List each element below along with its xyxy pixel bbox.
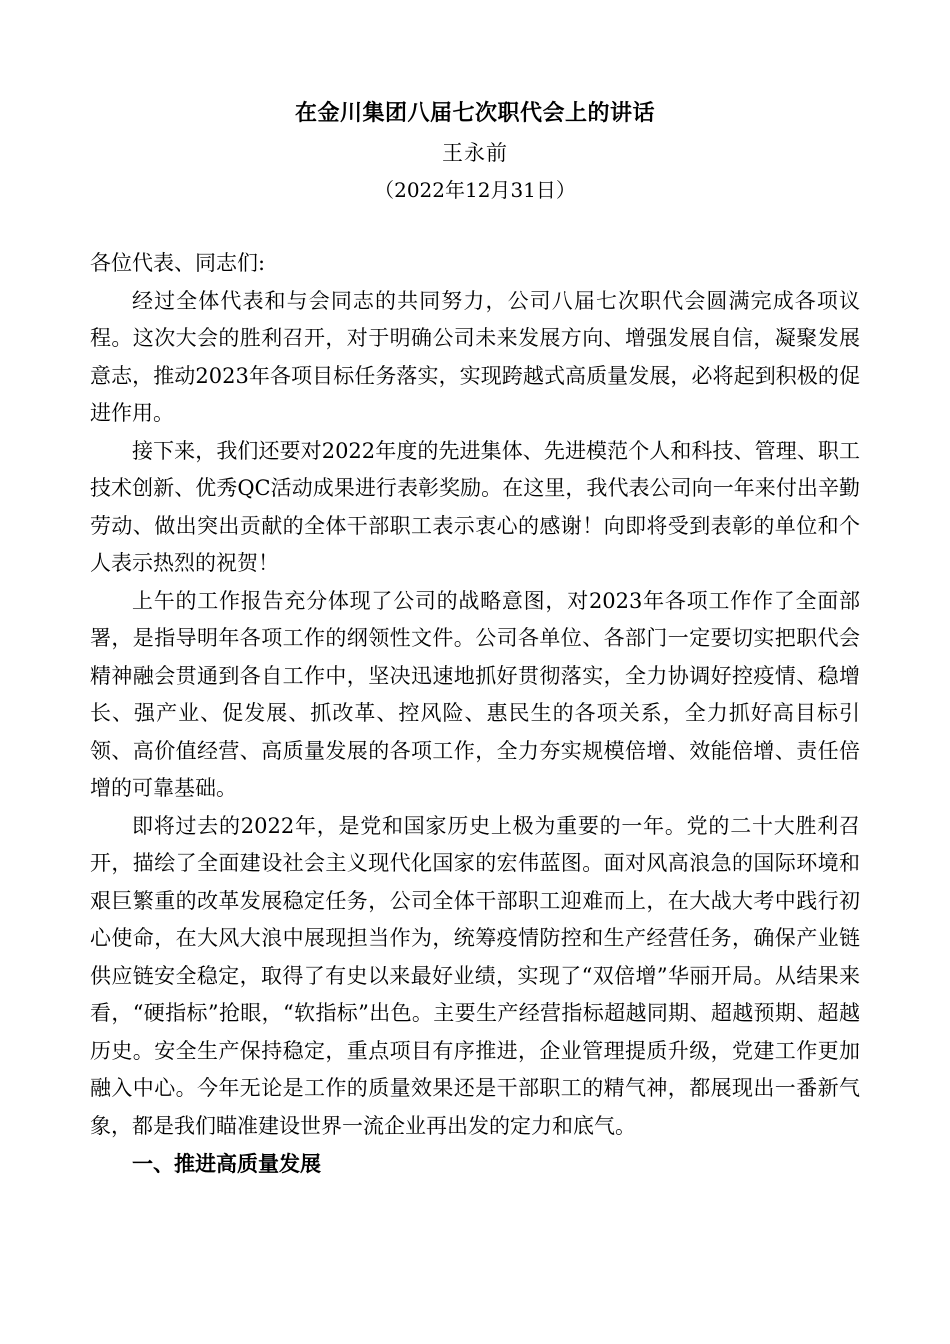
salutation: 各位代表、同志们: bbox=[90, 251, 266, 275]
speech-date: （2022年12月31日） bbox=[374, 178, 576, 202]
paragraph-2: 接下来，我们还要对2022年度的先进集体、先进模范个人和科技、管理、职工技术创新、优秀QC活动成果进行表彰奖励。在这里，我代表公司向一年来付出辛勤劳动、做出突出贡献的全体干部职工表示衷心的感谢！向即将受到表彰的单位和个人表示热烈的祝贺！ bbox=[90, 438, 860, 575]
paragraph-1: 经过全体代表和与会同志的共同努力，公司八届七次职代会圆满完成各项议程。这次大会的胜利召开，对于明确公司未来发展方向、增强发展自信，凝聚发展意志，推动2023年各项目标任务落实，实现跨越式高质量发展，必将起到积极的促进作用。 bbox=[90, 288, 860, 425]
document-body bbox=[90, 245, 860, 1183]
author-name: 王永前 bbox=[442, 141, 508, 165]
section-heading: 一、推进高质量发展 bbox=[132, 1151, 321, 1176]
paragraph-4: 即将过去的2022年，是党和国家历史上极为重要的一年。党的二十大胜利召开，描绘了全面建设社会主义现代化国家的宏伟蓝图。面对风高浪急的国际环境和艰巨繁重的改革发展稳定任务，公司全体干部职工迎难而上，在大战大考中践行初心使命，在大风大浪中展现担当作为，统筹疫情防控和生产经营任务，确保产业链供应链安全稳定，取得了有史以来最好业绩，实现了“双倍增”华丽开局。从结果来看，“硬指标”抢眼，“软指标”出色。主要生产经营指标超越同期、超越预期、超越历史。安全生产保持稳定，重点项目有序推进，企业管理提质升级，党建工作更加融入中心。今年无论是工作的质量效果还是干部职工的精气神，都展现出一番新气象，都是我们瞄准建设世界一流企业再出发的定力和底气。 bbox=[90, 813, 860, 1138]
document-title: 在金川集团八届七次职代会上的讲话 bbox=[294, 100, 655, 126]
paragraph-3: 上午的工作报告充分体现了公司的战略意图，对2023年各项工作作了全面部署，是指导明年各项工作的纲领性文件。公司各单位、各部门一定要切实把职代会精神融会贯通到各自工作中，坚决迅速地抓好贯彻落实，全力协调好控疫情、稳增长、强产业、促发展、抓改革、控风险、惠民生的各项关系，全力抓好高目标引领、高价值经营、高质量发展的各项工作，全力夯实规模倍增、效能倍增、责任倍增的可靠基础。 bbox=[90, 588, 860, 800]
